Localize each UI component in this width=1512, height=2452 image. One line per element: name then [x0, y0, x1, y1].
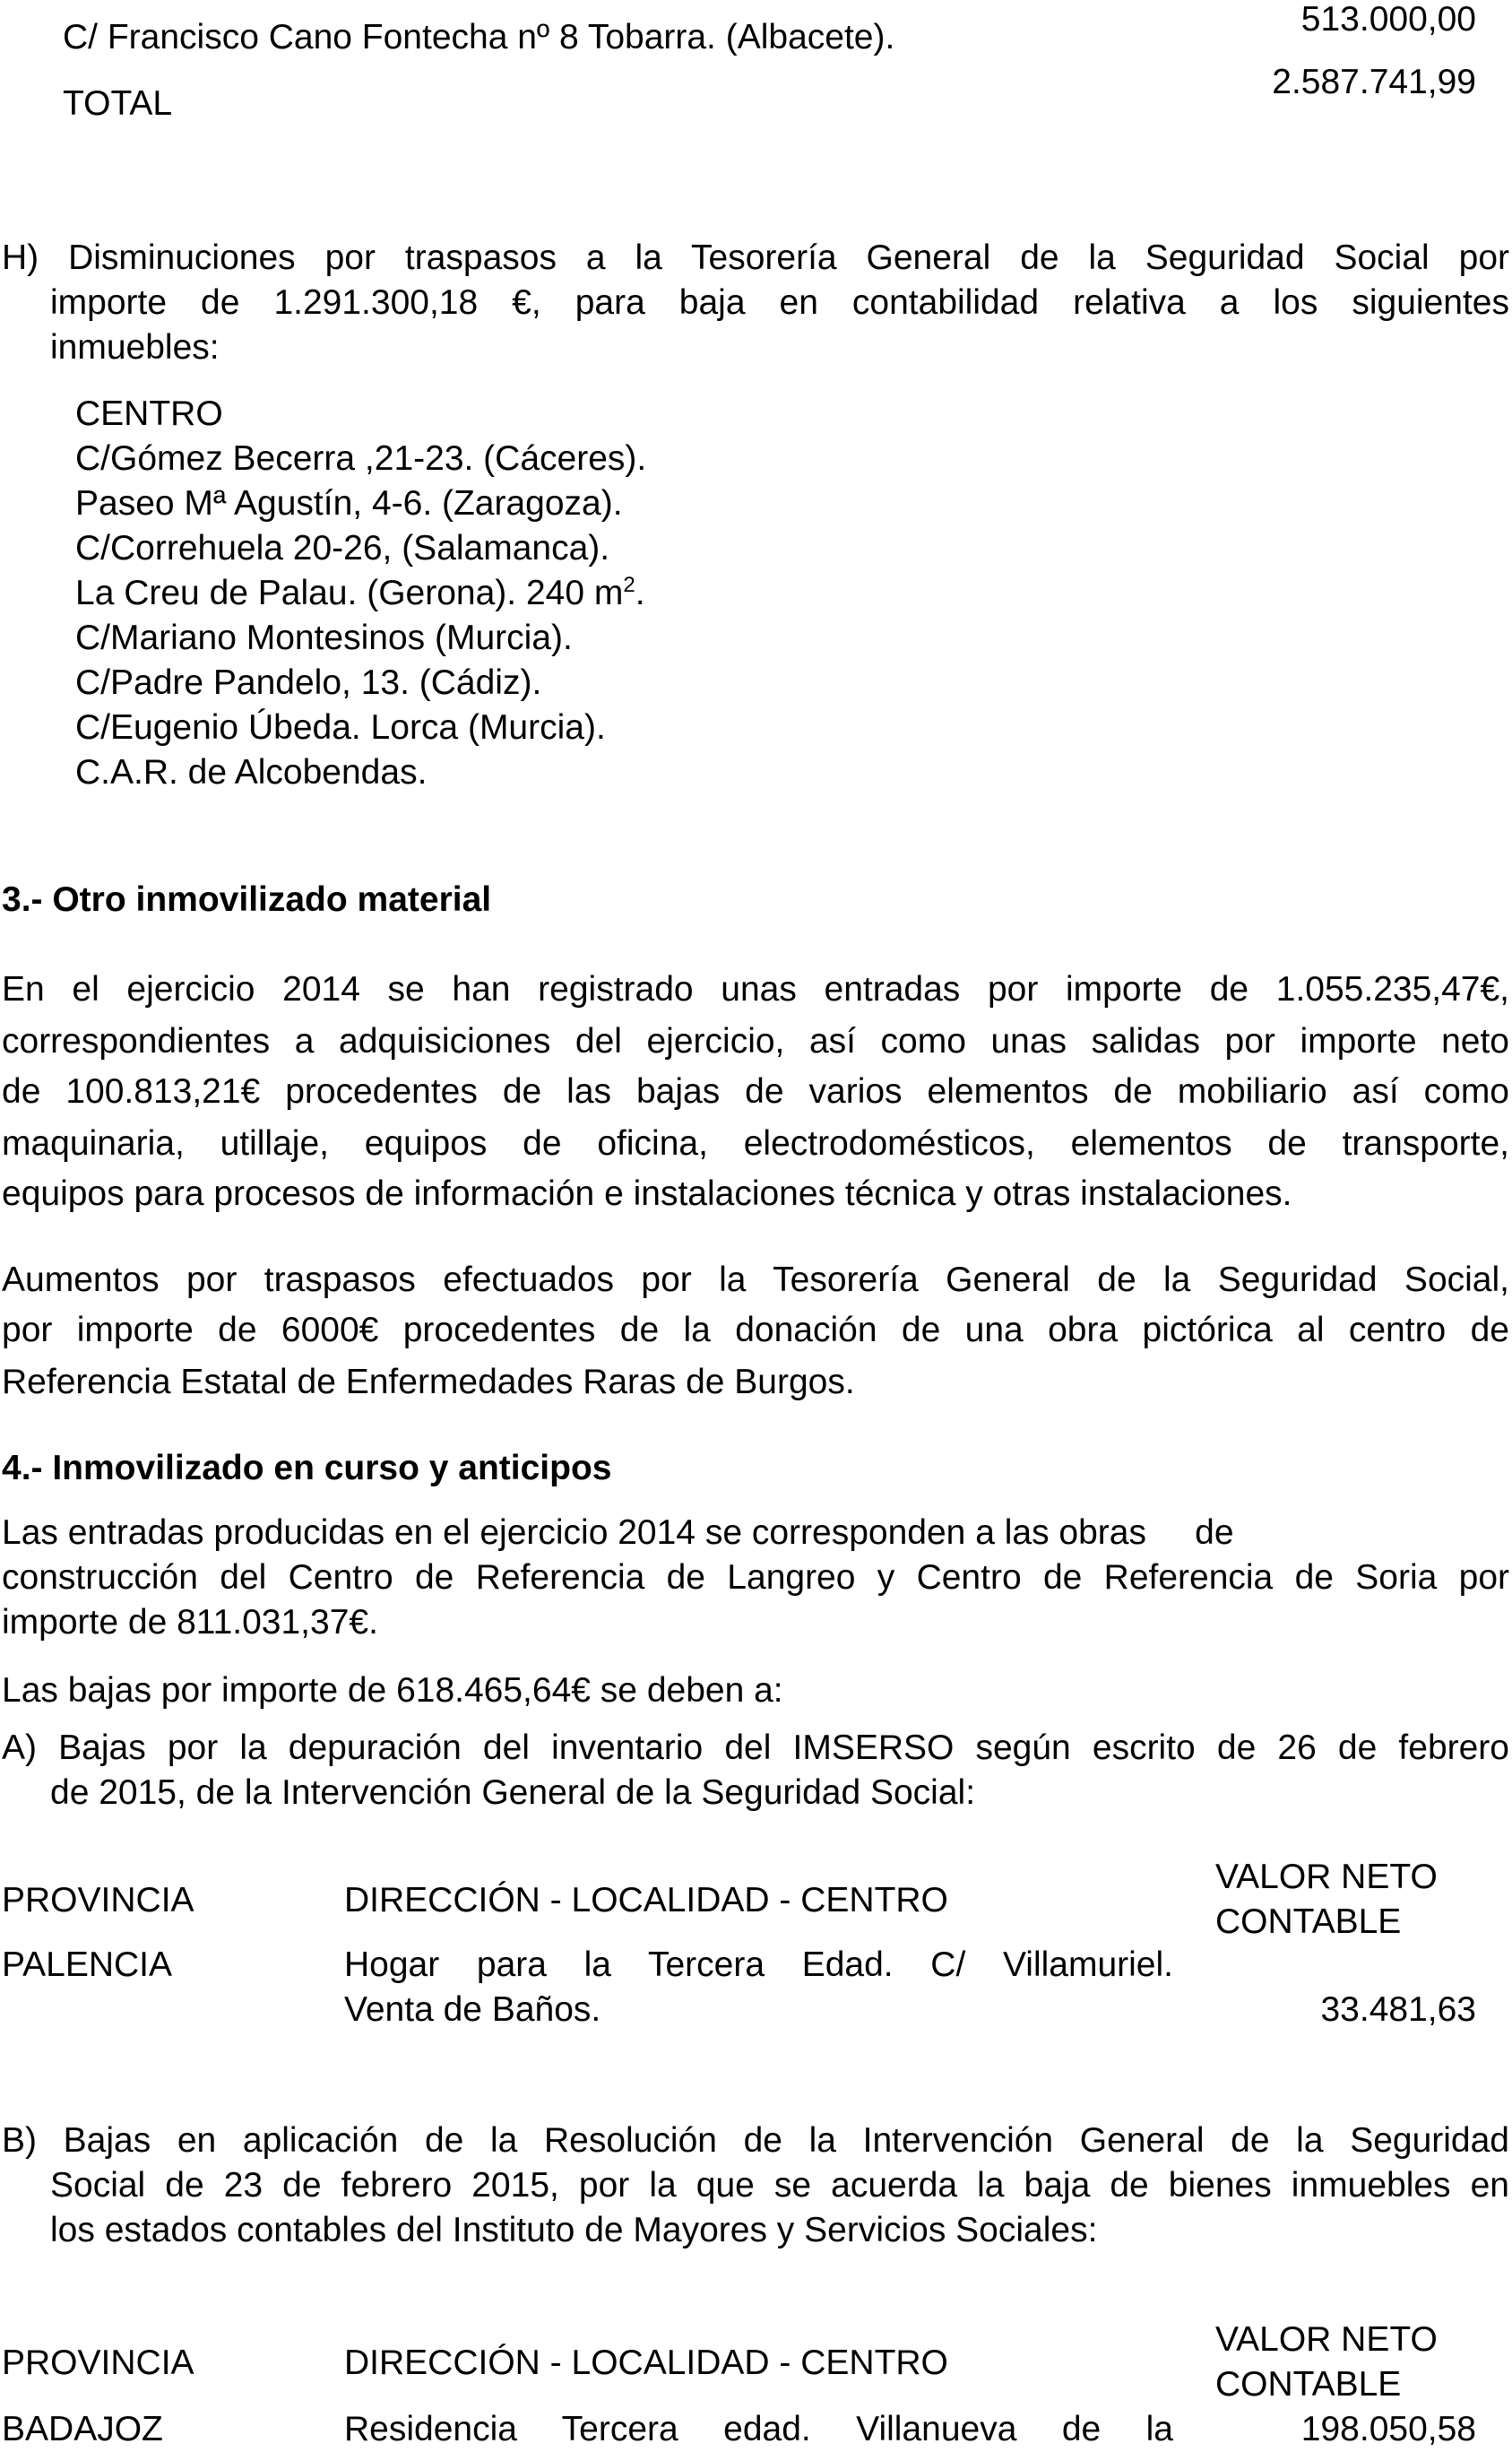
section-4-para1-text: Las entradas producidas en el ejercicio 2014 se corresponden a las obras de — [2, 1513, 1234, 1552]
section-3-para1-line: equipos para procesos de información e instalaciones técnica y otras instalaciones. — [2, 1174, 1292, 1213]
center-item: C.A.R. de Alcobendas. — [75, 753, 428, 792]
item-b-line: los estados contables del Instituto de Mayores y Servicios Sociales: — [50, 2211, 1098, 2249]
table-a-col-provincia: PROVINCIA — [2, 1881, 194, 1919]
item-b-line: Social de 23 de febrero 2015, por la que se acuerda la baja de bienes inmuebles en — [50, 2166, 1509, 2205]
section-h-line-2: importe de 1.291.300,18 €, para baja en contabilidad relativa a los siguientes — [50, 283, 1509, 322]
superscript: 2 — [623, 573, 635, 597]
section-3-para1-line: correspondientes a adquisiciones del ejercicio, así como unas salidas por importe neto — [2, 1022, 1509, 1061]
table-a-col-valor-line1: VALOR NETO — [1215, 1858, 1438, 1896]
section-3-heading: 3.- Otro inmovilizado material — [2, 880, 492, 919]
centers-header: CENTRO — [75, 394, 223, 433]
section-h-line-3: inmuebles: — [50, 328, 220, 367]
table-a-address-line1: Hogar para la Tercera Edad. C/ Villamuriel. — [344, 1945, 1173, 1984]
section-3-para2-line: Referencia Estatal de Enfermedades Raras de Burgos. — [2, 1363, 855, 1401]
section-3-para2-line: Aumentos por traspasos efectuados por la Tesorería General de la Seguridad Social, — [2, 1261, 1509, 1299]
table-b-col-provincia: PROVINCIA — [2, 2344, 194, 2382]
section-4-heading: 4.- Inmovilizado en curso y anticipos — [2, 1449, 612, 1487]
center-item: Paseo Mª Agustín, 4-6. (Zaragoza). — [75, 484, 623, 523]
top-amount: 513.000,00 — [1300, 0, 1476, 39]
section-3-para1-line: En el ejercicio 2014 se han registrado unas entradas por importe de 1.055.235,47€, — [2, 970, 1509, 1009]
table-b-col-valor-line1: VALOR NETO — [1215, 2320, 1438, 2359]
table-a-province: PALENCIA — [2, 1945, 173, 1984]
center-item: C/Padre Pandelo, 13. (Cádiz). — [75, 663, 542, 702]
table-a-value: 33.481,63 — [1320, 1990, 1476, 2029]
section-h-line-1: H) Disminuciones por traspasos a la Tesorería General de la Seguridad Social por — [2, 238, 1509, 277]
section-3-para1-line: de 100.813,21€ procedentes de las bajas de varios elementos de mobiliario así como — [2, 1072, 1509, 1111]
center-item: C/Correhuela 20-26, (Salamanca). — [75, 529, 610, 568]
item-a-line: A) Bajas por la depuración del inventario del IMSERSO según escrito de 26 de febrero — [2, 1729, 1509, 1767]
total-label: TOTAL — [63, 84, 173, 123]
table-a-col-valor-line2: CONTABLE — [1215, 1902, 1402, 1941]
item-a-line: de 2015, de la Intervención General de la Seguridad Social: — [50, 1773, 976, 1812]
center-item-end: . — [635, 574, 645, 612]
item-b-line: B) Bajas en aplicación de la Resolución de la Intervención General de la Seguridad — [2, 2121, 1509, 2160]
section-4-para1-line: construcción del Centro de Referencia de Langreo y Centro de Referencia de Soria por — [2, 1558, 1509, 1597]
table-a-col-direccion: DIRECCIÓN - LOCALIDAD - CENTRO — [344, 1881, 948, 1919]
table-b-col-direccion: DIRECCIÓN - LOCALIDAD - CENTRO — [344, 2344, 948, 2382]
total-amount: 2.587.741,99 — [1272, 63, 1476, 101]
section-4-para1-line: importe de 811.031,37€. — [2, 1603, 378, 1642]
center-item: C/Gómez Becerra ,21-23. (Cáceres). — [75, 439, 647, 478]
top-address: C/ Francisco Cano Fontecha nº 8 Tobarra. (Albacete). — [63, 18, 895, 56]
section-3-para1-line: maquinaria, utillaje, equipos de oficina, electrodomésticos, elementos de transporte, — [2, 1124, 1509, 1163]
table-b-province: BADAJOZ — [2, 2410, 163, 2448]
section-4-para1-line — [2, 1515, 1234, 1550]
center-item: C/Mariano Montesinos (Murcia). — [75, 619, 573, 657]
center-item-text: La Creu de Palau. (Gerona). 240 m — [75, 574, 624, 612]
section-3-para2-line: por importe de 6000€ procedentes de la donación de una obra pictórica al centro de — [2, 1311, 1509, 1349]
center-item — [75, 573, 645, 612]
bajas-intro: Las bajas por importe de 618.465,64€ se deben a: — [2, 1671, 783, 1710]
center-item: C/Eugenio Úbeda. Lorca (Murcia). — [75, 708, 606, 747]
table-b-col-valor-line2: CONTABLE — [1215, 2365, 1402, 2404]
table-b-value: 198.050,58 — [1300, 2410, 1476, 2448]
table-a-address-line2: Venta de Baños. — [344, 1990, 601, 2029]
table-b-address-line1: Residencia Tercera edad. Villanueva de la — [344, 2410, 1173, 2448]
